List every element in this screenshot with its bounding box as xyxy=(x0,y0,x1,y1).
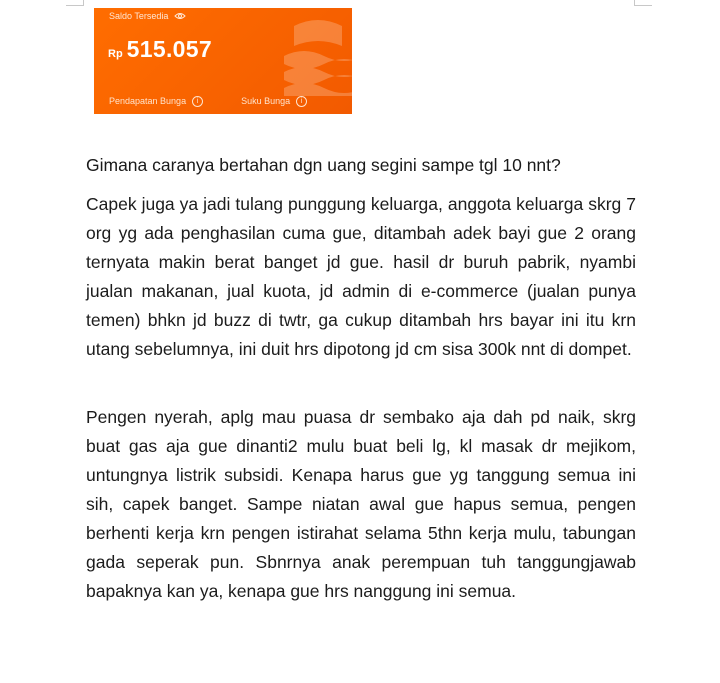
interest-income-item xyxy=(109,95,203,107)
interest-rate-item xyxy=(241,95,307,107)
info-icon: i xyxy=(192,96,203,107)
post-paragraph: Capek juga ya jadi tulang punggung keluarga, anggota keluarga skrg 7 org yg ada penghasilan cuma gue, ditambah adek bayi gue 2 orang ternyata makin berat banget jd gue. hasil dr buruh pabrik, nyambi jualan makanan, jual kuota, jd admin di e-commerce (jualan punya temen) bhkn jd buzz di twtr, ga cukup ditambah hrs bayar ini itu krn utang sebelumnya, ini duit hrs dipotong jd cm sisa 300k nnt di dompet. xyxy=(86,194,636,359)
balance-label-row xyxy=(109,10,186,22)
page-corner-mark-right xyxy=(634,0,652,6)
interest-income-label: Pendapatan Bunga xyxy=(109,96,187,106)
info-icon: i xyxy=(296,96,307,107)
logo-watermark-icon xyxy=(274,16,352,96)
balance-label: Saldo Tersedia xyxy=(109,11,169,21)
currency-label: Rp xyxy=(108,48,123,60)
card-info-row xyxy=(109,95,307,107)
post-paragraph: Pengen nyerah, aplg mau puasa dr sembako aja dah pd naik, skrg buat gas aja gue dinanti2 mulu buat beli lg, kl masak dr mejikom, untungnya listrik subsidi. Kenapa harus gue yg tanggung semua ini sih, capek banget. Sampe niatan awal gue hapus semua, pengen berhenti kerja krn pengen istirahat selama 5thn kerja mulu, tabungan gada seperak pun. Sbnrnya anak perempuan tuh tanggungjawab bapaknya kan ya, kenapa gue hrs nanggung ini semua. xyxy=(86,407,636,601)
eye-icon xyxy=(174,12,186,20)
interest-rate-label: Suku Bunga xyxy=(241,96,291,106)
balance-card-screenshot xyxy=(94,8,352,114)
post-question: Gimana caranya bertahan dgn uang segini sampe tgl 10 nnt? xyxy=(86,155,561,175)
balance-amount: 515.057 xyxy=(126,36,212,62)
balance-amount-row xyxy=(108,36,212,63)
page-corner-mark-left xyxy=(66,0,84,6)
